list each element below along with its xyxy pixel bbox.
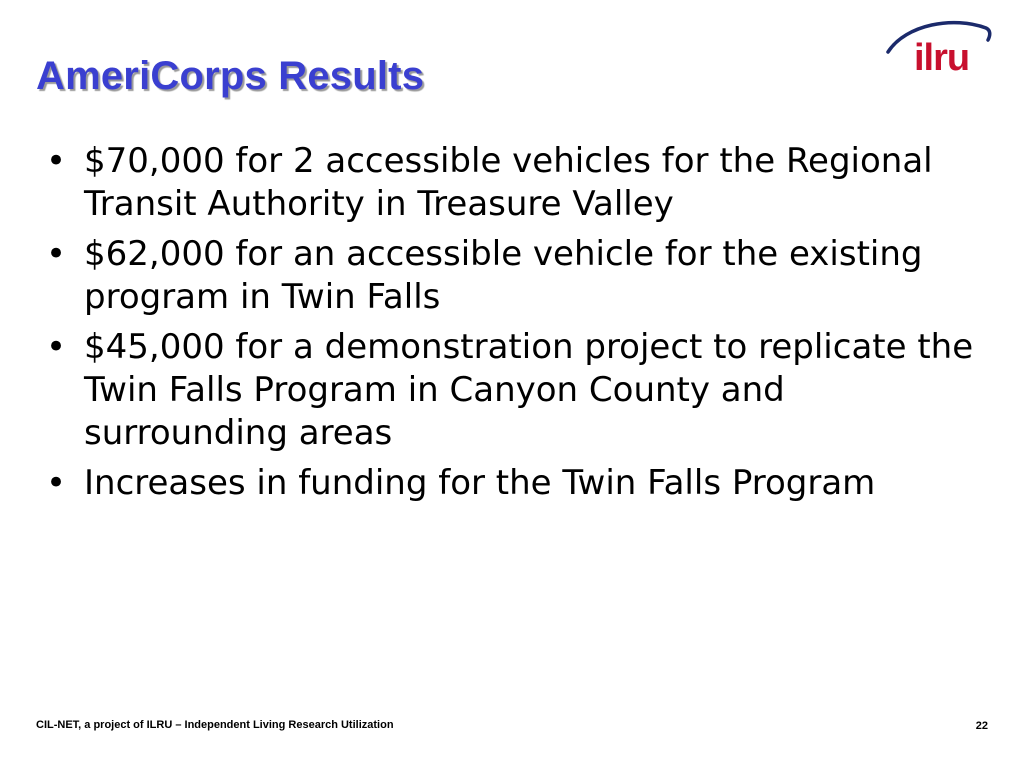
bullet-text: Increases in funding for the Twin Falls Program [84, 463, 876, 503]
bullet-text: $45,000 for a demonstration project to replicate the Twin Falls Program in Canyon County and surrounding areas [84, 327, 974, 453]
list-item [44, 233, 974, 319]
bullet-icon: • [45, 327, 67, 367]
bullet-icon: • [45, 463, 67, 503]
bullet-icon: • [45, 141, 67, 181]
list-item [44, 462, 974, 505]
list-item [44, 140, 974, 226]
ilru-logo [884, 14, 994, 79]
slide-title: AmeriCorps Results [36, 54, 425, 98]
bullet-text: $70,000 for 2 accessible vehicles for the Regional Transit Authority in Treasure Valley [84, 141, 933, 224]
list-item [44, 326, 974, 455]
logo-wordmark: ilru [914, 37, 970, 79]
bullet-icon: • [45, 234, 67, 274]
bullet-list [44, 140, 974, 512]
page-number: 22 [975, 720, 988, 732]
bullet-text: $62,000 for an accessible vehicle for the existing program in Twin Falls [84, 234, 923, 317]
footer-text: CIL-NET, a project of ILRU – Independent Living Research Utilization [36, 719, 394, 731]
